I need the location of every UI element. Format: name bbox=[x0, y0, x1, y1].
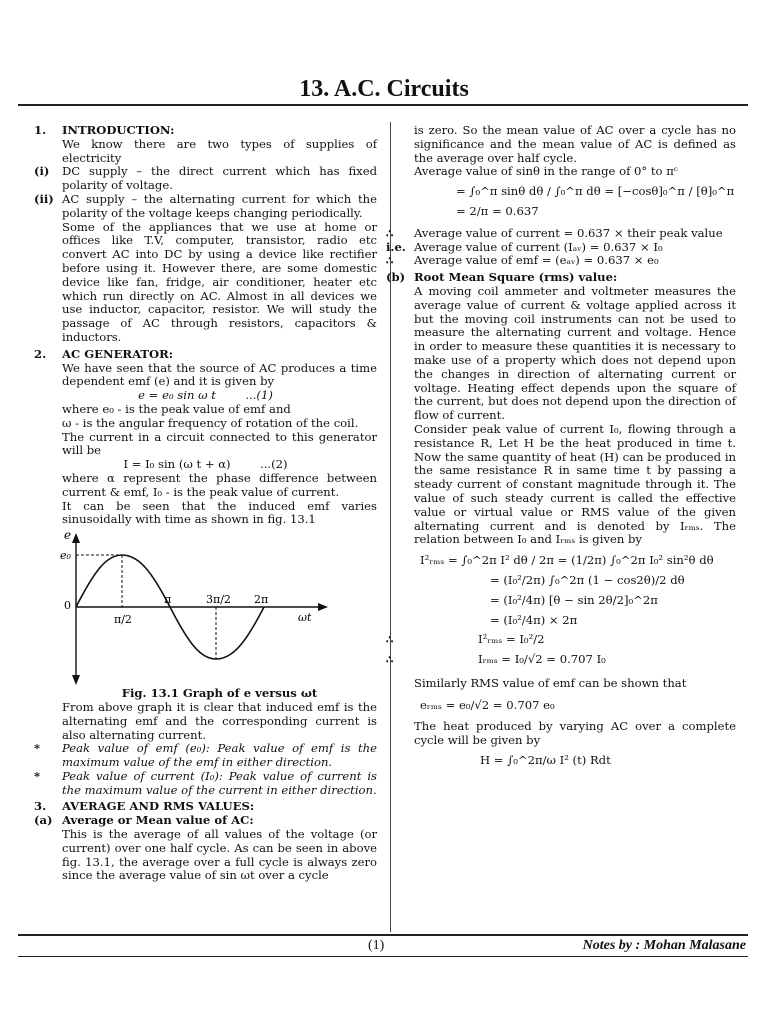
section-heading: INTRODUCTION: bbox=[62, 123, 175, 137]
section-number: 2. bbox=[34, 346, 47, 361]
footer-bottom-rule bbox=[18, 956, 748, 957]
intro-heading bbox=[34, 124, 377, 138]
graph-pi-label: π bbox=[164, 593, 172, 607]
footer-rule bbox=[18, 934, 748, 936]
rms-derivation-3: = (I₀²/4π) [θ − sin 2θ/2]₀^2π bbox=[490, 592, 658, 607]
y-arrow-icon bbox=[72, 533, 80, 543]
graph-pi-half-label: π/2 bbox=[114, 613, 132, 627]
therefore-symbol: ∴ bbox=[386, 652, 394, 667]
item-label: (i) bbox=[34, 164, 50, 179]
left-column bbox=[34, 124, 377, 883]
bullet-star: * bbox=[34, 768, 41, 783]
appliances-paragraph: Some of the appliances that we use at home or offices like T.V, computer, transistor, radio etc convert AC into DC by using a device like rectifier before using it. However there, are some domestic device like fan, fridge, air conditioner, heater etc which run directly on AC. Almost in all devices we use inductor, capacitor, resistor. We will study the passage of AC through resistors, capacitors & inductors. bbox=[62, 219, 377, 344]
avg-current-line bbox=[386, 227, 736, 241]
item-label: (ii) bbox=[34, 191, 54, 206]
x-arrow-icon bbox=[318, 603, 328, 611]
graph-x-label: ωt bbox=[298, 611, 312, 625]
rms-squared-result: I²ᵣₘₛ = I₀²/2 bbox=[478, 632, 545, 647]
bullet-star: * bbox=[34, 741, 41, 756]
item-text: DC supply – the direct current which has fixed polarity of voltage. bbox=[62, 164, 377, 193]
peak-current-item bbox=[34, 770, 377, 798]
therefore-symbol: ∴ bbox=[386, 253, 394, 268]
average-text: This is the average of all values of the voltage (or current) over one half cycle. As can be seen in above fig. 13.1, the average over a full cycle is always zero since the average value of sin ωt over a cycle bbox=[62, 827, 377, 883]
intro-text: We know there are two types of supplies of electricity bbox=[62, 136, 377, 165]
item-label: (b) bbox=[386, 270, 406, 285]
section-number: 1. bbox=[34, 123, 47, 137]
rms-derivation-5 bbox=[386, 633, 736, 647]
page-number: (1) bbox=[368, 938, 385, 953]
ac-item bbox=[34, 193, 377, 221]
figure-caption: Fig. 13.1 Graph of e versus ωt bbox=[121, 686, 318, 701]
ie-label: i.e. bbox=[386, 239, 406, 254]
section-heading: AC GENERATOR: bbox=[62, 346, 174, 361]
avg-current-line-2 bbox=[386, 241, 736, 255]
item-label: (a) bbox=[34, 813, 53, 828]
y-down-arrow-icon bbox=[72, 675, 80, 685]
rms-derivation-6 bbox=[386, 653, 736, 667]
where-emf: where e₀ - is the peak value of emf and bbox=[62, 401, 291, 416]
rms-result: Iᵣₘₛ = I₀/√2 = 0.707 I₀ bbox=[478, 652, 606, 667]
generator-heading bbox=[34, 348, 377, 362]
graph-y-label: e bbox=[64, 528, 72, 543]
sinusoid-text: It can be seen that the induced emf varies sinusoidally with time as shown in fig. 13.1 bbox=[62, 498, 377, 527]
rms-derivation-1: I²ᵣₘₛ = ∫₀^2π I² dθ / 2π = (1/2π) ∫₀^2π I₀² sin²θ dθ bbox=[420, 553, 714, 568]
continued-text: is zero. So the mean value of AC over a cycle has no significance and the mean value of AC is defined as the average over half cycle. bbox=[414, 123, 736, 165]
footer-credit: Notes by : Mohan Malasane bbox=[582, 938, 746, 953]
integral-2: = 2/π = 0.637 bbox=[456, 203, 539, 218]
peak-emf-item bbox=[34, 742, 377, 770]
subsection-heading: Root Mean Square (rms) value: bbox=[414, 270, 618, 285]
therefore-symbol: ∴ bbox=[386, 632, 394, 647]
subsection-heading: Average or Mean value of AC: bbox=[62, 813, 254, 828]
where-phase: where α represent the phase difference between current & emf, I₀ - is the peak value of current. bbox=[62, 470, 377, 499]
section-heading: AVERAGE AND RMS VALUES: bbox=[62, 799, 255, 814]
heat-text: The heat produced by varying AC over a complete cycle will be given by bbox=[414, 719, 736, 748]
avg-current-text-2: Average value of current (Iₐᵥ) = 0.637 × I₀ bbox=[414, 239, 663, 254]
avg-rms-heading bbox=[34, 800, 377, 814]
dc-item bbox=[34, 165, 377, 193]
graph-three-pi-half-label: 3π/2 bbox=[206, 593, 231, 607]
avg-emf-line bbox=[386, 254, 736, 268]
peak-emf-text: Peak value of emf (e₀): Peak value of emf is the maximum value of the emf in either direction. bbox=[62, 741, 377, 770]
graph-origin-label: 0 bbox=[64, 599, 71, 613]
integral-1: = ∫₀^π sinθ dθ / ∫₀^π dθ = [−cosθ]₀^π / [θ]₀^π bbox=[456, 184, 735, 199]
right-column bbox=[386, 124, 736, 774]
page-title: 13. A.C. Circuits bbox=[299, 76, 469, 102]
heat-equation: H = ∫₀^2π/ω I² (t) Rdt bbox=[480, 753, 611, 768]
item-text: AC supply – the alternating current for which the polarity of the voltage keeps changing periodically. bbox=[62, 191, 377, 220]
emf-graph bbox=[34, 527, 377, 687]
rms-paragraph: A moving coil ammeter and voltmeter measures the average value of current & voltage applied across it but the moving coil instruments can not be used to measure the alternating current and voltage. Hence in order to measure these quantities it is necessary to make use of a property which does not depend upon the changes in direction of alternating current or voltage. Heating effect depends upon the square of the current, but does not depend upon the direction of flow of current. bbox=[414, 283, 736, 423]
avg-emf-text: Average value of emf = (eₐᵥ) = 0.637 × e₀ bbox=[414, 253, 659, 268]
equation-1: e = e₀ sin ω t ...(1) bbox=[138, 388, 273, 403]
section-number: 3. bbox=[34, 799, 47, 814]
therefore-symbol: ∴ bbox=[386, 225, 394, 240]
avg-sin-text: Average value of sinθ in the range of 0° to πᶜ bbox=[414, 164, 678, 179]
graph-peak-label: e₀ bbox=[60, 549, 71, 563]
current-text: The current in a circuit connected to this generator will be bbox=[62, 429, 377, 458]
similar-text: Similarly RMS value of emf can be shown that bbox=[414, 675, 687, 690]
consider-paragraph: Consider peak value of current I₀, flowing through a resistance R, Let H be the heat produced in time t. Now the same quantity of heat (H) can be produced in the same resistance R in same time t by passing a steady current of constant magnitude through it. The value of such steady current is called the effective value or virtual value or RMS value of the given alternating current and is denoted by Iᵣₘₛ. The relation between I₀ and Iᵣₘₛ is given by bbox=[414, 421, 736, 547]
rms-derivation-2: = (I₀²/2π) ∫₀^2π (1 − cos2θ)/2 dθ bbox=[490, 572, 685, 587]
generator-text: We have seen that the source of AC produces a time dependent emf (e) and it is given by bbox=[62, 360, 377, 389]
graph-explanation: From above graph it is clear that induced emf is the alternating emf and the corresponding current is also alternating current. bbox=[62, 699, 377, 742]
omega-text: ω - is the angular frequency of rotation of the coil. bbox=[62, 415, 359, 430]
emf-rms-equation: eᵣₘₛ = e₀/√2 = 0.707 e₀ bbox=[420, 697, 555, 712]
graph-two-pi-label: 2π bbox=[254, 593, 269, 607]
equation-2: I = I₀ sin (ω t + α) ...(2) bbox=[123, 457, 288, 472]
rms-derivation-4: = (I₀²/4π) × 2π bbox=[490, 612, 578, 627]
avg-current-text: Average value of current = 0.637 × their peak value bbox=[414, 225, 723, 240]
title-rule bbox=[18, 104, 748, 106]
peak-current-text: Peak value of current (I₀): Peak value of current is the maximum value of the current in either direction. bbox=[62, 768, 377, 797]
average-subheading bbox=[34, 814, 377, 828]
rms-subheading bbox=[386, 271, 736, 285]
